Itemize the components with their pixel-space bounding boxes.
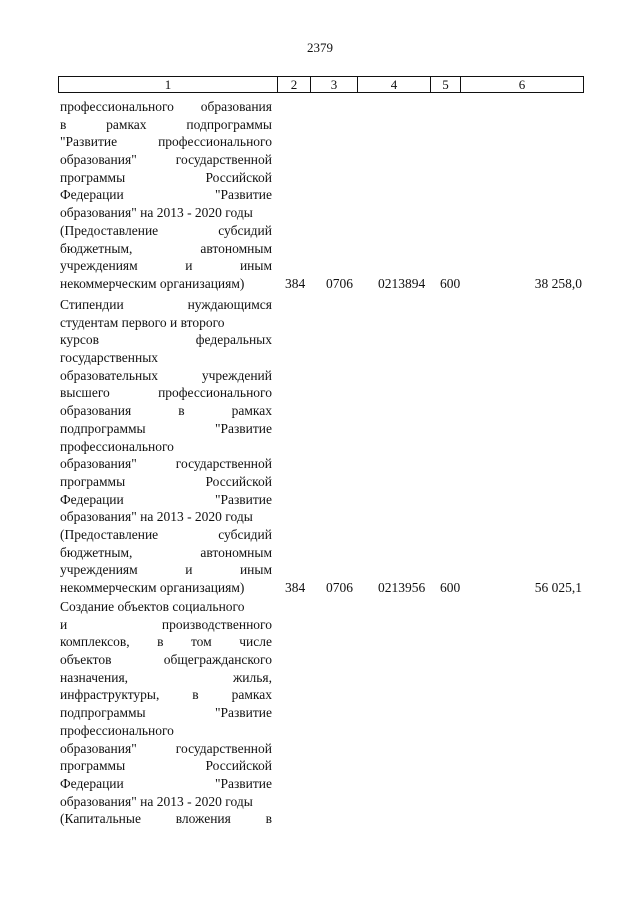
- description-word: государственных: [60, 350, 159, 366]
- description-word: профессионального: [60, 99, 174, 114]
- description-line: [60, 561, 272, 579]
- description-word: образования": [60, 740, 137, 756]
- description-word: Стипендии: [60, 297, 124, 312]
- description-word: учреждениям: [60, 562, 138, 578]
- description-word: программы: [60, 169, 126, 185]
- description-word: подпрограммы: [186, 116, 272, 132]
- description-word: профессионального: [158, 134, 272, 150]
- description-line: [60, 420, 272, 438]
- description-line: [60, 296, 272, 314]
- description-word: высшего: [60, 385, 110, 401]
- description-word: автономным: [200, 544, 272, 560]
- description-word: образования: [60, 403, 132, 419]
- description-line: [60, 793, 272, 811]
- description-word: иным: [239, 258, 272, 274]
- description-word: рамках: [231, 403, 272, 419]
- header-col-6: 6: [460, 77, 583, 92]
- description-word: субсидий: [218, 526, 272, 542]
- description-word: нуждающимся: [187, 297, 272, 312]
- description-line: [60, 669, 272, 687]
- description-word: государственной: [175, 152, 272, 168]
- description-line: [60, 367, 272, 385]
- description-line: [60, 402, 272, 420]
- description-line: [60, 349, 272, 367]
- cell-expense-type: 600: [440, 580, 461, 596]
- cell-section-code: 0706: [326, 276, 353, 291]
- description-word: профессионального: [158, 385, 272, 401]
- description-line: [60, 473, 272, 491]
- description-word: образования" на 2013 - 2020 годы: [60, 205, 253, 221]
- description-word: том: [190, 634, 212, 650]
- header-col-3: 3: [310, 77, 357, 92]
- description-word: бюджетным,: [60, 544, 133, 560]
- description-line: [60, 757, 272, 775]
- description-word: некоммерческим организациям): [60, 580, 245, 595]
- description-line: [60, 598, 272, 616]
- cell-target-code: 0213894: [378, 276, 426, 291]
- header-col-2: 2: [277, 77, 310, 92]
- description-line: [60, 331, 272, 349]
- description-word: "Развитие: [214, 775, 272, 791]
- description-line: [60, 384, 272, 402]
- description-word: профессионального: [60, 722, 174, 738]
- description-word: курсов: [60, 332, 99, 348]
- cell-ministry-code: 384: [285, 276, 306, 291]
- description-line: [60, 257, 272, 275]
- cell-amount: 56 025,1: [534, 580, 582, 596]
- cell-section-code: 0706: [326, 580, 353, 596]
- description-word: комплексов,: [60, 634, 130, 650]
- description-word: студентам первого и второго: [60, 314, 225, 330]
- description-line: [60, 133, 272, 151]
- description-line: [60, 240, 272, 258]
- description-line: [60, 204, 272, 222]
- description-line: [60, 275, 272, 293]
- description-word: числе: [239, 634, 272, 650]
- description-word: (Предоставление: [60, 222, 159, 238]
- header-col-5: 5: [430, 77, 460, 92]
- description-line: [60, 455, 272, 473]
- description-word: программы: [60, 473, 126, 489]
- description-line: [60, 151, 272, 169]
- description-line: [60, 508, 272, 526]
- description-line: [60, 491, 272, 509]
- description-line: [60, 686, 272, 704]
- description-line: [60, 740, 272, 758]
- description-line: [60, 579, 272, 597]
- cell-ministry-code: 384: [285, 580, 306, 596]
- description-word: автономным: [200, 240, 272, 256]
- description-word: "Развитие: [214, 705, 272, 721]
- description-line: [60, 222, 272, 240]
- description-word: жилья,: [232, 669, 272, 685]
- description-word: назначения,: [60, 669, 129, 685]
- description-word: в: [178, 403, 185, 419]
- description-word: в: [192, 687, 199, 703]
- description-word: Российской: [205, 758, 272, 774]
- description-word: и: [185, 258, 193, 274]
- description-word: (Предоставление: [60, 526, 159, 542]
- description-line: [60, 186, 272, 204]
- header-col-1: 1: [164, 77, 172, 92]
- description-word: образования": [60, 456, 137, 472]
- description-line: [60, 544, 272, 562]
- description-word: и: [60, 616, 68, 632]
- description-line: [60, 616, 272, 634]
- description-word: Федерации: [60, 187, 124, 203]
- description-line: [60, 704, 272, 722]
- page-number: 2379: [307, 40, 333, 55]
- description-word: образования" на 2013 - 2020 годы: [60, 509, 253, 525]
- description-word: "Развитие: [214, 420, 272, 436]
- cell-amount: 38 258,0: [534, 276, 582, 291]
- description-word: в: [265, 811, 272, 827]
- description-word: профессионального: [60, 438, 174, 454]
- description-word: федеральных: [195, 332, 272, 348]
- description-word: учреждениям: [60, 258, 138, 274]
- description-word: бюджетным,: [60, 240, 133, 256]
- description-word: образовательных: [60, 367, 159, 383]
- description-word: Федерации: [60, 775, 124, 791]
- description-word: "Развитие: [60, 134, 118, 150]
- description-line: [60, 438, 272, 456]
- header-col-4: 4: [357, 77, 430, 92]
- description-word: подпрограммы: [60, 420, 146, 436]
- description-word: "Развитие: [214, 491, 272, 507]
- description-line: [60, 775, 272, 793]
- table-row: [60, 98, 272, 293]
- description-word: программы: [60, 758, 126, 774]
- description-word: рамках: [106, 116, 147, 132]
- description-word: в: [157, 634, 164, 650]
- description-line: [60, 169, 272, 187]
- description-word: в: [60, 116, 67, 132]
- table-row: [60, 598, 272, 828]
- description-word: Создание объектов социального: [60, 599, 245, 614]
- description-word: инфраструктуры,: [60, 687, 160, 703]
- cell-expense-type: 600: [440, 276, 461, 291]
- description-word: общегражданского: [163, 652, 272, 668]
- description-word: образования" на 2013 - 2020 годы: [60, 793, 253, 809]
- description-line: [60, 722, 272, 740]
- description-line: [60, 651, 272, 669]
- description-word: иным: [239, 562, 272, 578]
- description-line: [60, 314, 272, 332]
- description-line: [60, 633, 272, 651]
- table-row: [60, 296, 272, 597]
- description-line: [60, 98, 272, 116]
- description-word: Федерации: [60, 491, 124, 507]
- description-word: производственного: [161, 616, 272, 632]
- description-word: государственной: [175, 456, 272, 472]
- description-line: [60, 810, 272, 828]
- cell-target-code: 0213956: [378, 580, 426, 596]
- description-word: подпрограммы: [60, 705, 146, 721]
- description-word: государственной: [175, 740, 272, 756]
- description-line: [60, 116, 272, 134]
- description-word: образования: [200, 99, 272, 114]
- description-word: объектов: [60, 652, 112, 668]
- description-word: субсидий: [218, 222, 272, 238]
- description-word: и: [185, 562, 193, 578]
- description-word: "Развитие: [214, 187, 272, 203]
- description-line: [60, 526, 272, 544]
- description-word: Российской: [205, 473, 272, 489]
- description-word: (Капитальные: [60, 811, 141, 827]
- description-word: вложения: [175, 811, 231, 827]
- description-word: рамках: [231, 687, 272, 703]
- table-header: [58, 76, 584, 93]
- description-word: некоммерческим организациям): [60, 275, 245, 291]
- description-word: образования": [60, 152, 137, 168]
- description-word: учреждений: [201, 367, 272, 383]
- description-word: Российской: [205, 169, 272, 185]
